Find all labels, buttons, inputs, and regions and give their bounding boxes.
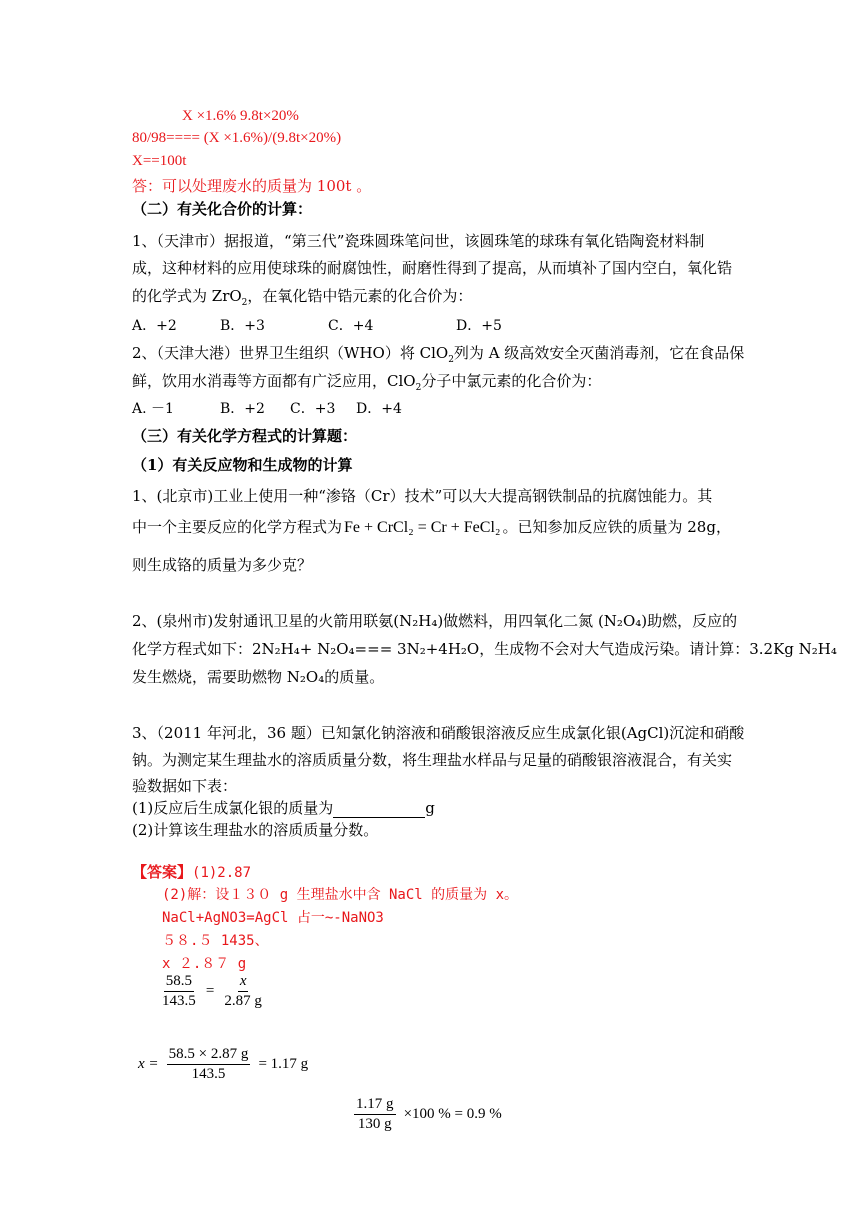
answer-line: ５８.５ 1435、 xyxy=(162,933,269,949)
question-text: 2、(泉州市)发射通讯卫星的火箭用联氨(N₂H₄)做燃料，用四氧化二氮 (N₂O₄)助燃，反应的 xyxy=(132,612,738,630)
question-text: 则生成铬的质量为多少克？ xyxy=(132,556,313,574)
option-d: D．+4 xyxy=(356,401,402,417)
question-text: 的化学式为 ZrO$_2$，在氧化锆中锆元素的化合价为： xyxy=(132,287,473,308)
question-part-2: (2)计算该生理盐水的溶质质量分数。 xyxy=(132,821,379,839)
question-text: 3、（2011 年河北，36 题）已知氯化钠溶液和硝酸银溶液反应生成氯化银(AgCl)沉淀和硝酸 xyxy=(132,724,745,742)
question-text: 1、（天津市）据报道，“第三代”瓷珠圆珠笔问世，该圆珠笔的球珠有氧化锆陶瓷材料制 xyxy=(132,232,705,250)
question-text: 验数据如下表： xyxy=(132,777,238,795)
section-heading-equations: （三）有关化学方程式的计算题： xyxy=(132,427,358,445)
question-part-1: (1)反应后生成氯化银的质量为 g xyxy=(132,799,435,817)
answer-line: x ２.８７ g xyxy=(162,956,247,972)
option-d: D．+5 xyxy=(456,318,502,334)
solution-line-3: X==100t xyxy=(132,153,187,169)
answer-blank xyxy=(333,803,425,818)
question-text: 化学方程式如下：2N₂H₄+ N₂O₄=== 3N₂+4H₂O，生成物不会对大气造成污染。请计算：3.2Kg N₂H₄ xyxy=(132,640,837,658)
solution-line-1: X ×1.6% 9.8t×20% xyxy=(182,108,299,124)
option-a: A. －1 xyxy=(132,401,174,417)
question-text: 2、（天津大港）世界卫生组织（WHO）将 ClO$_2$列为 A 级高效安全灭菌消毒剂，它在食品保 xyxy=(132,344,745,365)
option-b: B．+2 xyxy=(220,401,265,417)
question-text: 中一个主要反应的化学方程式为 Fe + CrCl₂ = Cr + FeCl₂ 。已知参加反应铁的质量为 28g， xyxy=(132,518,731,536)
question-text: 1、(北京市)工业上使用一种“渗铬（Cr）技术”可以大大提高钢铁制品的抗腐蚀能力。其 xyxy=(132,487,713,505)
question-text: 发生燃烧，需要助燃物 N₂O₄的质量。 xyxy=(132,668,385,686)
answer-line: 【答案】(1)2.87 xyxy=(132,863,252,881)
subsection-heading: （1）有关反应物和生成物的计算 xyxy=(132,456,353,474)
option-b: B．+3 xyxy=(220,318,265,334)
question-text: 钠。为测定某生理盐水的溶质质量分数，将生理盐水样品与足量的硝酸银溶液混合，有关实 xyxy=(132,751,733,769)
question-text: 鲜，饮用水消毒等方面都有广泛应用，ClO$_2$分子中氯元素的化合价为： xyxy=(132,372,602,393)
option-c: C．+3 xyxy=(290,401,336,417)
option-c: C．+4 xyxy=(328,318,374,334)
solution-answer: 答：可以处理废水的质量为 100t 。 xyxy=(132,177,372,195)
formula-proportion: $\frac{58.5}{143.5}$ = $\frac{x}{2.87 g}$ xyxy=(162,973,262,1009)
option-a: A．+2 xyxy=(132,318,177,334)
question-text: 成，这种材料的应用使球珠的耐腐蚀性，耐磨性得到了提高，从而填补了国内空白，氧化锆 xyxy=(132,259,733,277)
answer-label: 【答案】 xyxy=(132,863,193,881)
section-heading-valence: （二）有关化合价的计算： xyxy=(132,200,313,218)
formula-percentage: $\frac{1.17 g}{130 g}$ ×100 % = 0.9 % xyxy=(356,1096,502,1132)
formula-solve-x: x = $\frac{58.5 \times 2.87 g}{143.5}$ = 1.17 g xyxy=(138,1046,309,1082)
answer-line: NaCl+AgNO3=AgCl 占一~-NaNO3 xyxy=(162,910,384,926)
solution-line-2: 80/98==== (X ×1.6%)/(9.8t×20%) xyxy=(132,130,342,146)
chemical-equation: Fe + CrCl₂ = Cr + FeCl₂ xyxy=(344,519,501,536)
answer-line: (2)解：设１３０ g 生理盐水中含 NaCl 的质量为 x。 xyxy=(162,887,519,903)
